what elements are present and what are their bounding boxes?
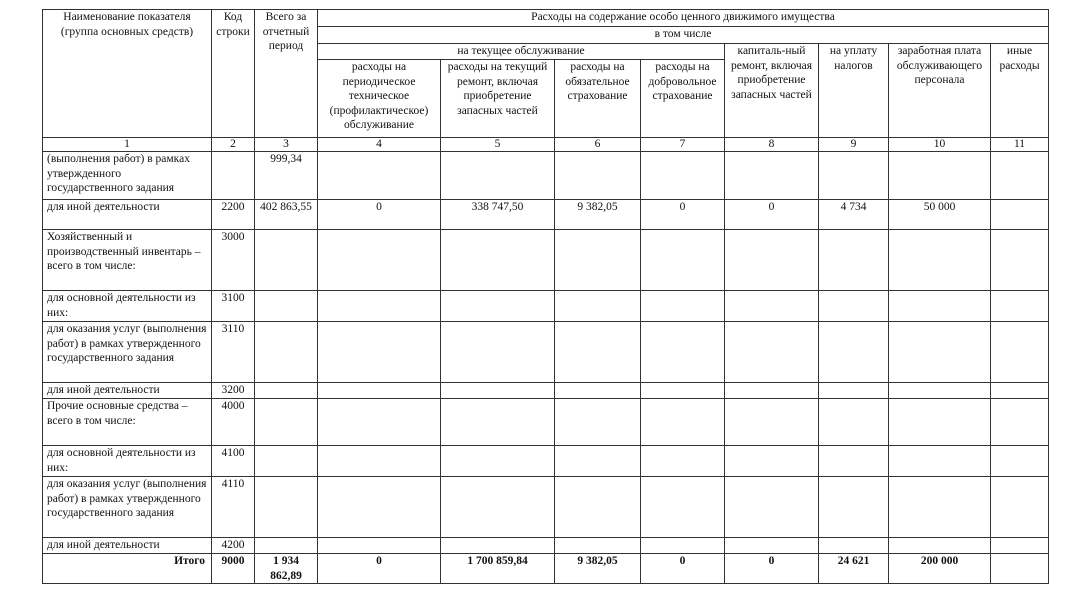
cell-other — [991, 230, 1049, 291]
cell-taxes — [819, 152, 889, 200]
cell-taxes: 4 734 — [819, 200, 889, 230]
header-current-repair: расходы на текущий ремонт, включая приобретение запасных частей — [441, 60, 555, 138]
header-salary: заработная плата обслуживающего персонала — [889, 44, 991, 138]
cell-current-repair — [441, 399, 555, 446]
cell-mandatory-insurance — [555, 477, 641, 538]
row-code: 3100 — [212, 291, 255, 322]
cell-current-repair — [441, 446, 555, 477]
header-periodic-maintenance: расходы на периодическое техническое (профилактическое) обслуживание — [318, 60, 441, 138]
column-number: 9 — [819, 138, 889, 152]
column-number: 4 — [318, 138, 441, 152]
total-label: Итого — [43, 554, 212, 584]
row-total — [255, 399, 318, 446]
cell-voluntary-insurance — [641, 399, 725, 446]
table-header — [43, 10, 1049, 138]
row-total — [255, 291, 318, 322]
row-total — [255, 477, 318, 538]
cell-other — [991, 477, 1049, 538]
row-total — [255, 322, 318, 383]
table-row — [43, 230, 1049, 291]
cell-periodic-maintenance — [318, 152, 441, 200]
cell-mandatory-insurance — [555, 383, 641, 399]
row-code: 2200 — [212, 200, 255, 230]
column-number: 10 — [889, 138, 991, 152]
total-periodic-maintenance: 0 — [318, 554, 441, 584]
row-code: 3110 — [212, 322, 255, 383]
cell-taxes — [819, 477, 889, 538]
column-number: 11 — [991, 138, 1049, 152]
column-numbers-row — [43, 138, 1049, 152]
cell-salary: 50 000 — [889, 200, 991, 230]
cell-taxes — [819, 322, 889, 383]
table-row — [43, 322, 1049, 383]
cell-salary — [889, 152, 991, 200]
column-number: 7 — [641, 138, 725, 152]
row-code: 4200 — [212, 538, 255, 554]
total-voluntary-insurance: 0 — [641, 554, 725, 584]
cell-current-repair — [441, 383, 555, 399]
cell-current-repair — [441, 477, 555, 538]
row-code — [212, 152, 255, 200]
cell-voluntary-insurance — [641, 383, 725, 399]
cell-capital-repair — [725, 399, 819, 446]
column-number: 8 — [725, 138, 819, 152]
row-total — [255, 230, 318, 291]
cell-mandatory-insurance — [555, 152, 641, 200]
table-row — [43, 152, 1049, 200]
row-name: Прочие основные средства – всего в том числе: — [43, 399, 212, 446]
column-number: 1 — [43, 138, 212, 152]
cell-other — [991, 399, 1049, 446]
cell-capital-repair — [725, 152, 819, 200]
cell-salary — [889, 538, 991, 554]
cell-other — [991, 152, 1049, 200]
row-name: для оказания услуг (выполнения работ) в рамках утвержденного государственного задания — [43, 477, 212, 538]
total-row — [43, 554, 1049, 584]
expenses-table — [42, 9, 1049, 584]
cell-capital-repair — [725, 538, 819, 554]
header-capital-repair: капиталь-ный ремонт, включая приобретение запасных частей — [725, 44, 819, 138]
column-number: 2 — [212, 138, 255, 152]
header-including: в том числе — [318, 27, 1049, 44]
cell-other — [991, 446, 1049, 477]
cell-salary — [889, 383, 991, 399]
cell-mandatory-insurance — [555, 399, 641, 446]
cell-periodic-maintenance — [318, 291, 441, 322]
row-code: 3000 — [212, 230, 255, 291]
table-row — [43, 383, 1049, 399]
header-voluntary-insurance: расходы на добровольное страхование — [641, 60, 725, 138]
cell-other — [991, 383, 1049, 399]
cell-voluntary-insurance — [641, 291, 725, 322]
cell-other — [991, 291, 1049, 322]
header-mandatory-insurance: расходы на обязательное страхование — [555, 60, 641, 138]
cell-mandatory-insurance — [555, 446, 641, 477]
cell-voluntary-insurance — [641, 152, 725, 200]
column-number: 6 — [555, 138, 641, 152]
cell-salary — [889, 322, 991, 383]
cell-capital-repair: 0 — [725, 200, 819, 230]
cell-current-repair — [441, 538, 555, 554]
header-other: иные расходы — [991, 44, 1049, 138]
row-total — [255, 383, 318, 399]
table-row — [43, 446, 1049, 477]
cell-salary — [889, 230, 991, 291]
column-number: 5 — [441, 138, 555, 152]
cell-salary — [889, 291, 991, 322]
row-total — [255, 446, 318, 477]
total-salary: 200 000 — [889, 554, 991, 584]
cell-other — [991, 322, 1049, 383]
table-row — [43, 291, 1049, 322]
cell-taxes — [819, 291, 889, 322]
cell-periodic-maintenance — [318, 446, 441, 477]
column-number: 3 — [255, 138, 318, 152]
cell-voluntary-insurance — [641, 477, 725, 538]
header-code: Код строки — [212, 10, 255, 138]
table-row — [43, 200, 1049, 230]
cell-other — [991, 538, 1049, 554]
cell-current-repair — [441, 230, 555, 291]
row-code: 4100 — [212, 446, 255, 477]
total-other — [991, 554, 1049, 584]
total-mandatory-insurance: 9 382,05 — [555, 554, 641, 584]
cell-taxes — [819, 230, 889, 291]
total-taxes: 24 621 — [819, 554, 889, 584]
row-name: Хозяйственный и производственный инвентарь – всего в том числе: — [43, 230, 212, 291]
cell-taxes — [819, 446, 889, 477]
row-name: для оказания услуг (выполнения работ) в рамках утвержденного государственного задания — [43, 322, 212, 383]
cell-salary — [889, 446, 991, 477]
header-name: Наименование показателя (группа основных средств) — [43, 10, 212, 138]
row-name: для основной деятельности из них: — [43, 291, 212, 322]
cell-periodic-maintenance — [318, 383, 441, 399]
cell-current-repair — [441, 291, 555, 322]
cell-salary — [889, 399, 991, 446]
row-code: 4110 — [212, 477, 255, 538]
cell-periodic-maintenance — [318, 399, 441, 446]
cell-periodic-maintenance — [318, 230, 441, 291]
cell-capital-repair — [725, 446, 819, 477]
table-row — [43, 477, 1049, 538]
cell-voluntary-insurance — [641, 322, 725, 383]
row-name: для иной деятельности — [43, 538, 212, 554]
cell-mandatory-insurance: 9 382,05 — [555, 200, 641, 230]
cell-capital-repair — [725, 230, 819, 291]
cell-taxes — [819, 538, 889, 554]
cell-mandatory-insurance — [555, 230, 641, 291]
cell-salary — [889, 477, 991, 538]
row-total: 999,34 — [255, 152, 318, 200]
cell-other — [991, 200, 1049, 230]
row-code: 4000 — [212, 399, 255, 446]
cell-taxes — [819, 383, 889, 399]
row-code: 3200 — [212, 383, 255, 399]
cell-voluntary-insurance — [641, 230, 725, 291]
cell-capital-repair — [725, 322, 819, 383]
cell-current-repair: 338 747,50 — [441, 200, 555, 230]
cell-periodic-maintenance — [318, 322, 441, 383]
cell-voluntary-insurance — [641, 446, 725, 477]
row-total — [255, 538, 318, 554]
cell-current-repair — [441, 152, 555, 200]
header-expenses-group: Расходы на содержание особо ценного движимого имущества — [318, 10, 1049, 27]
cell-voluntary-insurance: 0 — [641, 200, 725, 230]
cell-capital-repair — [725, 291, 819, 322]
header-total: Всего за отчетный период — [255, 10, 318, 138]
total-capital-repair: 0 — [725, 554, 819, 584]
total-sum: 1 934 862,89 — [255, 554, 318, 584]
row-name: для иной деятельности — [43, 383, 212, 399]
cell-periodic-maintenance — [318, 538, 441, 554]
total-current-repair: 1 700 859,84 — [441, 554, 555, 584]
header-current-service: на текущее обслуживание — [318, 44, 725, 60]
table-body — [43, 138, 1049, 584]
header-taxes: на уплату налогов — [819, 44, 889, 138]
table-row — [43, 538, 1049, 554]
cell-mandatory-insurance — [555, 291, 641, 322]
table-row — [43, 399, 1049, 446]
total-code: 9000 — [212, 554, 255, 584]
cell-periodic-maintenance: 0 — [318, 200, 441, 230]
cell-periodic-maintenance — [318, 477, 441, 538]
cell-mandatory-insurance — [555, 538, 641, 554]
cell-capital-repair — [725, 477, 819, 538]
cell-mandatory-insurance — [555, 322, 641, 383]
cell-voluntary-insurance — [641, 538, 725, 554]
row-total: 402 863,55 — [255, 200, 318, 230]
cell-capital-repair — [725, 383, 819, 399]
cell-current-repair — [441, 322, 555, 383]
row-name: для основной деятельности из них: — [43, 446, 212, 477]
row-name: (выполнения работ) в рамках утвержденного государственного задания — [43, 152, 212, 200]
cell-taxes — [819, 399, 889, 446]
row-name: для иной деятельности — [43, 200, 212, 230]
